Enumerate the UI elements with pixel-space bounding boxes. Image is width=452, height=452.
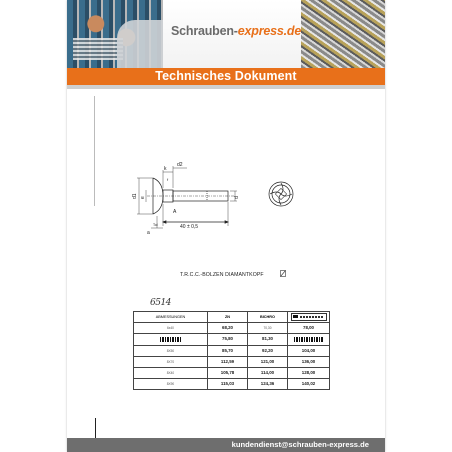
header-bichro: BICHRO	[248, 312, 288, 323]
header-logo-cell	[288, 312, 330, 323]
logo-accent-text: express.de	[237, 24, 302, 38]
cell-zn: 68,20	[208, 323, 248, 334]
footer-bar	[67, 438, 385, 452]
table-row	[134, 379, 330, 390]
cell-dimension: 8X90	[134, 379, 208, 390]
footer-email[interactable]: kundendienst@schrauben-express.de	[231, 440, 369, 449]
cell-zn: 75,80	[208, 334, 248, 345]
brand-logo-icon	[291, 313, 327, 321]
neck-length-label: k	[164, 166, 167, 172]
table-row	[134, 323, 330, 334]
cell-bichro: 124,36	[248, 379, 288, 390]
sleeve-image	[117, 20, 163, 68]
cell-third: 140,02	[288, 379, 330, 390]
table-row	[134, 367, 330, 378]
cell-zn: 105,78	[208, 367, 248, 378]
cell-dimension: 8X40	[134, 367, 208, 378]
square-length-label: d2	[177, 162, 183, 168]
hatched-mark-icon	[280, 270, 286, 277]
part-caption: T.R.C.C.-BOLZEN DIAMANTKOPF	[180, 272, 264, 278]
title-bar	[67, 68, 385, 85]
table-row	[134, 334, 330, 345]
price-table	[133, 311, 330, 390]
cell-dimension: 8X70	[134, 356, 208, 367]
cell-zn: 85,70	[208, 345, 248, 356]
redacted-barcode-icon	[294, 337, 324, 342]
header-banner	[67, 0, 385, 68]
scan-margin-line-bottom	[95, 418, 96, 440]
cell-bichro: 81,30	[248, 334, 288, 345]
cell-dimension: 8X50	[134, 345, 208, 356]
head-diameter-label: d1	[132, 193, 138, 199]
handwritten-note: 6514	[150, 298, 171, 308]
cell-third: 104,00	[288, 345, 330, 356]
header-photo-workbench	[67, 0, 163, 68]
logo-main-text: Schrauben-	[171, 24, 238, 38]
length-dimension-label: 40 ± 0,5	[180, 224, 199, 230]
cell-third: 78,00	[288, 323, 330, 334]
brand-logo	[171, 24, 301, 38]
redacted-barcode-icon	[160, 337, 182, 342]
fillet-label: f	[167, 177, 169, 182]
document-title: Technisches Dokument	[155, 69, 297, 83]
cell-bichro: 92,20	[248, 345, 288, 356]
cell-bichro: 114,00	[248, 367, 288, 378]
cell-zn: 112,59	[208, 356, 248, 367]
square-size-label: e	[140, 196, 146, 199]
cell-bichro: 70,30	[248, 323, 288, 334]
tolerance-label: Tol	[153, 223, 158, 227]
table-header-row	[134, 312, 330, 323]
offset-label: a	[147, 230, 150, 236]
cell-third: 136,00	[288, 356, 330, 367]
section-marker-label: A	[173, 209, 177, 215]
bolt-technical-drawing	[67, 150, 385, 240]
header-zn: ZN	[208, 312, 248, 323]
header-dimensions: ABMESSUNGEN	[134, 312, 208, 323]
title-underline	[67, 85, 385, 89]
cell-zn: 115,03	[208, 379, 248, 390]
thread-diameter-label: d	[234, 196, 240, 199]
cell-bichro: 121,00	[248, 356, 288, 367]
cell-third-redacted	[288, 334, 330, 345]
cell-third: 128,00	[288, 367, 330, 378]
cell-dimension: 6x40	[134, 323, 208, 334]
table-row	[134, 345, 330, 356]
table-row	[134, 356, 330, 367]
header-photo-screws	[301, 0, 385, 68]
cell-dimension-redacted	[134, 334, 208, 345]
tool-rack-image	[73, 38, 123, 60]
